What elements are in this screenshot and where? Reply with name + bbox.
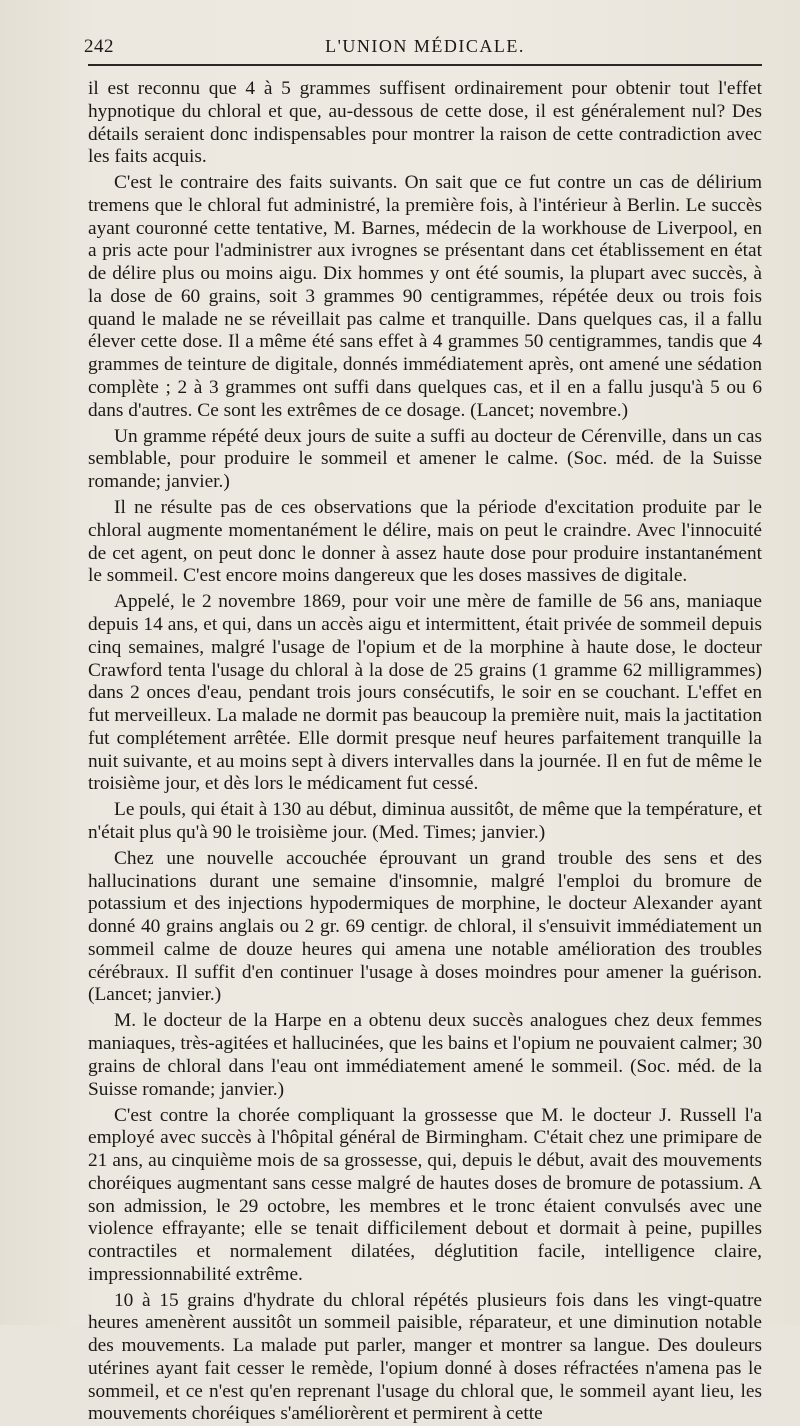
paragraph: Il ne résulte pas de ces observations que la période d'excitation produite par le chloral augmente momentanément le délire, mais on peut le craindre. Avec l'innocuité de cet agent, on peut donc le donner à assez haute dose pour produire instantanément le sommeil. C'est encore moins dangereux que les doses massives de digitale. xyxy=(88,497,762,587)
paragraph: Un gramme répété deux jours de suite a suffi au docteur de Cérenville, dans un cas semblable, pour produire le sommeil et amener le calme. (Soc. méd. de la Suisse romande; janvier.) xyxy=(88,425,762,493)
journal-title: L'UNION MÉDICALE. xyxy=(325,36,525,56)
paragraph: C'est le contraire des faits suivants. On sait que ce fut contre un cas de délirium tremens que le chloral fut administré, la première fois, à l'intérieur à Berlin. Le succès ayant couronné cette tentative, M. Barnes, médecin de la workhouse de Liverpool, en a pris acte pour l'administrer aux ivrognes se présentant dans cet établissement en état de délire plus ou moins aigu. Dix hommes y ont été soumis, la plupart avec succès, à la dose de 60 grains, soit 3 grammes 90 centigrammes, répétée deux ou trois fois quand le malade ne se réveillait pas calme et tranquille. Dans quelques cas, il a fallu élever cette dose. Il a même été sans effet à 4 grammes 50 centigrammes, tandis que 4 grammes de teinture de digitale, donnés immédiatement après, ont amené une sédation complète ; 2 à 3 grammes ont suffi dans quelques cas, et il en a fallu jusqu'à 5 ou 6 dans d'autres. Ce sont les extrêmes de ce dosage. (Lancet; novembre.) xyxy=(88,172,762,421)
paragraph: Chez une nouvelle accouchée éprouvant un grand trouble des sens et des hallucinations durant une semaine d'insomnie, malgré l'emploi du bromure de potassium et des injections hypodermiques de morphine, le docteur Alexander ayant donné 40 grains anglais ou 2 gr. 69 centigr. de chloral, il s'ensuivit immédiatement un sommeil calme de douze heures qui amena une notable amélioration des troubles cérébraux. Il suffit d'en continuer l'usage à doses moindres pour amener la guérison. (Lancet; janvier.) xyxy=(88,847,762,1006)
running-header xyxy=(84,36,762,66)
page-number: 242 xyxy=(84,36,114,57)
paragraph: 10 à 15 grains d'hydrate du chloral répétés plusieurs fois dans les vingt-quatre heures amenèrent aussitôt un sommeil paisible, réparateur, et une diminution notable des mouvements. La malade put parler, manger et montrer sa langue. Des douleurs utérines ayant fait cesser le remède, l'opium donné à doses réfractées n'amena pas le sommeil, et ce n'est qu'en reprenant l'usage du chloral que, le sommeil ayant lieu, les mouvements choréiques s'améliorèrent et permirent à cette xyxy=(88,1289,762,1425)
paragraph: il est reconnu que 4 à 5 grammes suffisent ordinairement pour obtenir tout l'effet hypnotique du chloral et que, au-dessous de cette dose, il est généralement nul? Des détails seraient donc indispensables pour montrer la raison de cette contradiction avec les faits acquis. xyxy=(88,78,762,168)
article-body xyxy=(88,78,762,1426)
paragraph: C'est contre la chorée compliquant la grossesse que M. le docteur J. Russell l'a employé avec succès à l'hôpital général de Birmingham. C'était chez une primipare de 21 ans, au cinquième mois de sa grossesse, qui, depuis le début, avait des mouvements choréiques augmentant sans cesse malgré de hautes doses de bromure de potassium. A son admission, le 29 octobre, les membres et le tronc étaient convulsés avec une violence effrayante; elle se tenait difficilement debout et dormait à peine, pupilles contractiles et normalement dilatées, déglutition facile, intelligence claire, impressionnabilité extrême. xyxy=(88,1104,762,1285)
paragraph: Le pouls, qui était à 130 au début, diminua aussitôt, de même que la température, et n'était plus qu'à 90 le troisième jour. (Med. Times; janvier.) xyxy=(88,799,762,843)
paragraph: M. le docteur de la Harpe en a obtenu deux succès analogues chez deux femmes maniaques, très-agitées et hallucinées, que les bains et l'opium ne pouvaient calmer; 30 grains de chloral dans l'eau ont immédiatement amené le sommeil. (Soc. méd. de la Suisse romande; janvier.) xyxy=(88,1010,762,1100)
paragraph: Appelé, le 2 novembre 1869, pour voir une mère de famille de 56 ans, maniaque depuis 14 ans, et qui, dans un accès aigu et intermittent, était privée de sommeil depuis cinq semaines, malgré l'usage de l'opium et de la morphine à haute dose, le docteur Crawford tenta l'usage du chloral à la dose de 25 grains (1 gramme 62 milligrammes) dans 2 onces d'eau, pendant trois jours consécutifs, le soir en se couchant. L'effet en fut merveilleux. La malade ne dormit pas beaucoup la première nuit, mais la jactitation fut complétement arrêtée. Elle dormit presque neuf heures parfaitement tranquille la nuit suivante, et au moins sept à divers intervalles dans la journée. Il en fut de même le troisième jour, et dès lors le médicament fut cessé. xyxy=(88,591,762,795)
